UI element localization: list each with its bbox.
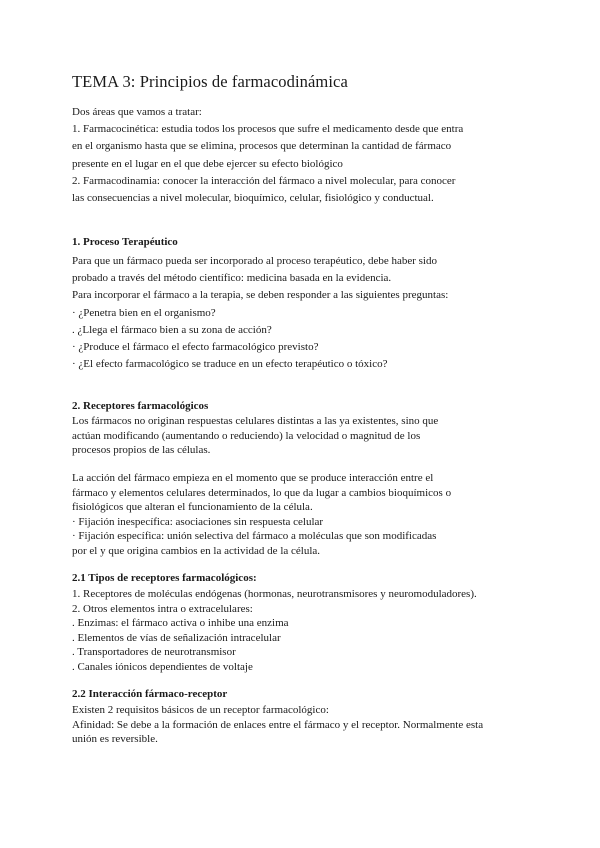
body-line: por el y que origina cambios en la actividad de la célula. xyxy=(72,544,321,557)
body-line: probado a través del método científico: medicina basada en la evidencia. xyxy=(72,272,392,285)
section-2-heading: 2. Receptores farmacológicos xyxy=(72,400,209,412)
list-item: . Elementos de vías de señalización intracelular xyxy=(72,631,281,644)
intro-line: Dos áreas que vamos a tratar: xyxy=(72,106,202,118)
list-item: . Canales iónicos dependientes de voltaje xyxy=(72,660,253,673)
section-2-1-heading: 2.1 Tipos de receptores farmacológicos: xyxy=(72,572,257,584)
list-item: . ¿Llega el fármaco bien a su zona de acción? xyxy=(72,323,272,336)
section-2-2-heading: 2.2 Interacción fármaco-receptor xyxy=(72,688,228,700)
body-line: Para incorporar el fármaco a la terapia, se deben responder a las siguientes preguntas: xyxy=(72,289,449,302)
intro-line: las consecuencias a nivel molecular, bioquímico, celular, fisiológico y conductual. xyxy=(72,192,434,205)
list-item: · ¿Produce el fármaco el efecto farmacológico previsto? xyxy=(72,341,319,354)
body-line: Para que un fármaco pueda ser incorporado al proceso terapéutico, debe haber sido xyxy=(72,255,437,267)
body-line: fisiológicos que alteran el funcionamiento de la célula. xyxy=(72,501,313,513)
section-2-1-body xyxy=(72,587,542,674)
list-item: · Fijación específica: unión selectiva del fármaco a moléculas que son modificadas xyxy=(72,530,437,542)
intro-line: presente en el lugar en el que debe ejercer su efecto biológico xyxy=(72,157,343,170)
list-item: . Transportadores de neurotransmisor xyxy=(72,646,236,658)
list-item: . Enzimas: el fármaco activa o inhibe una enzima xyxy=(72,617,289,629)
section-1-body xyxy=(72,253,542,373)
list-item: 2. Otros elementos intra o extracelulares: xyxy=(72,602,253,615)
body-line: Los fármacos no originan respuestas celulares distintas a las ya existentes, sino que xyxy=(72,415,439,427)
body-line: La acción del fármaco empieza en el momento que se produce interacción entre el xyxy=(72,472,434,484)
list-item: · ¿El efecto farmacológico se traduce en un efecto terapéutico o tóxico? xyxy=(72,358,388,371)
body-line: unión es reversible. xyxy=(72,733,158,745)
list-item: · ¿Penetra bien en el organismo? xyxy=(72,306,216,319)
section-1-heading: 1. Proceso Terapéutico xyxy=(72,236,178,248)
intro-line: 2. Farmacodinamia: conocer la interacción del fármaco a nivel molecular, para conocer xyxy=(72,174,456,187)
body-line: fármaco y elementos celulares determinados, lo que da lugar a cambios bioquímicos o xyxy=(72,486,452,499)
body-line: Existen 2 requisitos básicos de un receptor farmacológico: xyxy=(72,704,329,716)
intro-line: 1. Farmacocinética: estudia todos los procesos que sufre el medicamento desde que entra xyxy=(72,123,464,136)
list-item: · Fijación inespecífica: asociaciones sin respuesta celular xyxy=(72,515,324,528)
page-title: TEMA 3: Principios de farmacodinámica xyxy=(72,72,348,91)
section-2-body-a xyxy=(72,414,542,458)
section-2-2-body xyxy=(72,703,542,747)
section-2-body-b xyxy=(72,471,542,558)
list-item: 1. Receptores de moléculas endógenas (hormonas, neurotransmisores y neuromoduladores). xyxy=(72,588,477,600)
intro-line: en el organismo hasta que se elimina, procesos que determinan la cantidad de fármaco xyxy=(72,140,452,153)
body-line: procesos propios de las células. xyxy=(72,444,211,456)
body-line: actúan modificando (aumentando o reduciendo) la velocidad o magnitud de los xyxy=(72,429,421,442)
intro-paragraph xyxy=(72,104,542,207)
body-line: Afinidad: Se debe a la formación de enlaces entre el fármaco y el receptor. Normalmente esta xyxy=(72,718,484,731)
